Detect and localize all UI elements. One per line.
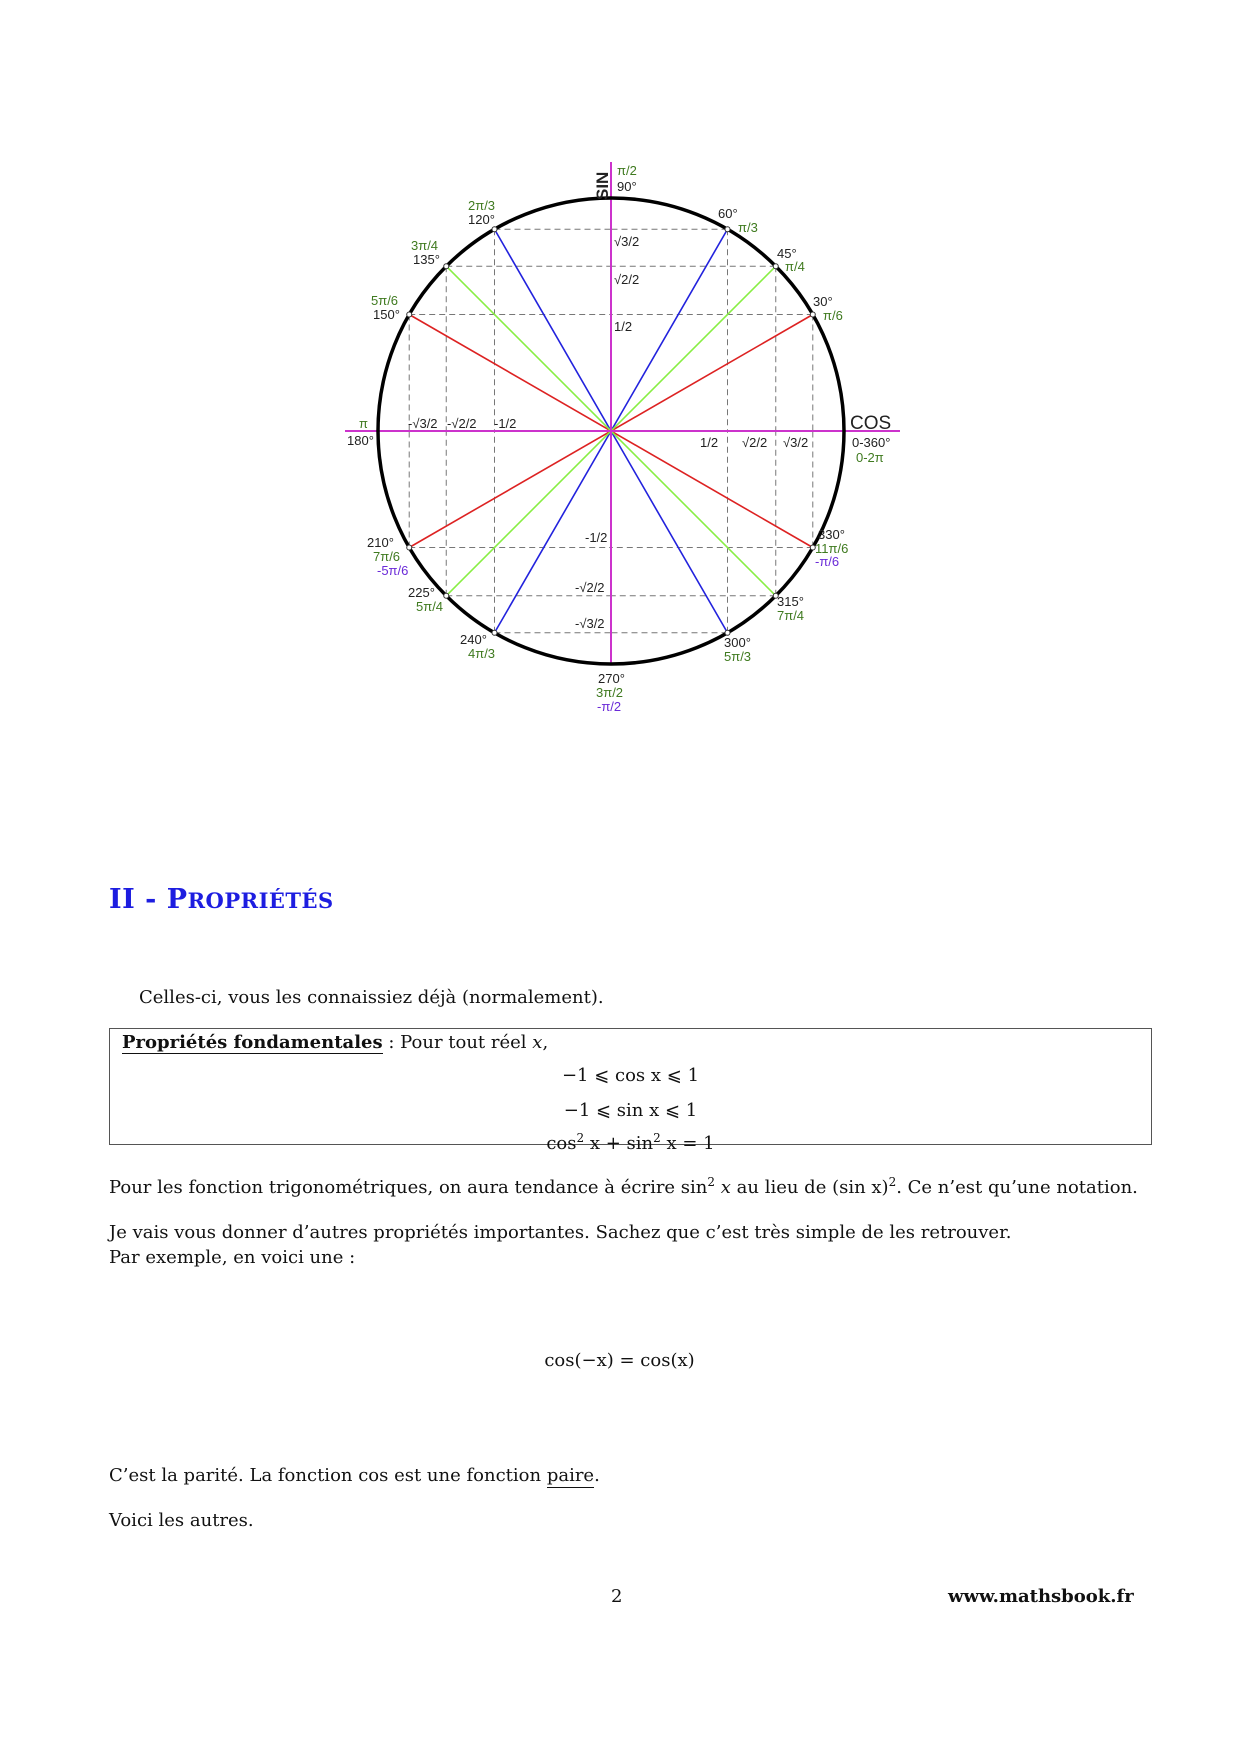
cos-value-sqrt3-2: √3/2 xyxy=(783,435,809,450)
angle-240-rad: 4π/3 xyxy=(468,646,496,661)
cos-bound-equation: −1 ⩽ cos x ⩽ 1 xyxy=(561,1065,700,1086)
angle-45-rad: π/4 xyxy=(785,259,805,274)
angle-300-rad: 5π/3 xyxy=(724,649,752,664)
other-properties-line-1: Je vais vous donner d’autres propriétés importantes. Sachez que c’est très simple de les retrouver. xyxy=(109,1222,1012,1243)
angle-60-rad: π/3 xyxy=(738,220,758,235)
angle-315-deg: 315° xyxy=(777,594,804,609)
sin-bound-equation: −1 ⩽ sin x ⩽ 1 xyxy=(563,1100,698,1121)
point-60 xyxy=(725,227,730,232)
angle-330-rad: 11π/6 xyxy=(815,541,849,556)
pi-label: π xyxy=(359,416,368,431)
sin-value-neg-sqrt2-2: -√2/2 xyxy=(575,580,605,595)
cos-value-neg-sqrt2-2: -√2/2 xyxy=(447,416,477,431)
website-url: www.mathsbook.fr xyxy=(948,1586,1134,1607)
section-title: II - PROPRIÉTÉS xyxy=(109,884,334,915)
point-225 xyxy=(444,593,449,598)
cos-deg-label: 0-360° xyxy=(852,435,891,450)
angle-330-neg: -π/6 xyxy=(815,554,840,569)
deg180-label: 180° xyxy=(347,433,374,448)
cos-value-neg-sqrt3-2: -√3/2 xyxy=(408,416,438,431)
sin-axis-label: SIN xyxy=(593,171,612,200)
angle-240-deg: 240° xyxy=(460,632,487,647)
point-30 xyxy=(810,312,815,317)
rad-neg-pi2-label: -π/2 xyxy=(597,699,622,714)
cos-rad-label: 0-2π xyxy=(856,450,884,465)
other-properties-line-2: Par exemple, en voici une : xyxy=(109,1247,356,1268)
parity-paragraph: C’est la parité. La fonction cos est une fonction paire. xyxy=(109,1465,600,1486)
angle-225-rad: 5π/4 xyxy=(416,599,444,614)
angle-120-rad: 2π/3 xyxy=(468,198,496,213)
angle-315-rad: 7π/4 xyxy=(777,608,805,623)
page-number: 2 xyxy=(611,1586,623,1607)
sin-value-1-2: 1/2 xyxy=(614,319,633,334)
cos-axis-label: COS xyxy=(850,413,892,434)
angle-30-rad: π/6 xyxy=(823,308,843,323)
point-210 xyxy=(407,545,412,550)
angle-135-deg: 135° xyxy=(413,252,440,267)
angle-330-deg: 330° xyxy=(818,527,845,542)
point-240 xyxy=(492,630,497,635)
sin-value-neg-sqrt3-2: -√3/2 xyxy=(575,616,605,631)
angle-225-deg: 225° xyxy=(408,585,435,600)
properties-heading: Propriétés fondamentales : Pour tout réel x, xyxy=(122,1032,549,1053)
rad-3pi2-label: 3π/2 xyxy=(596,685,624,700)
angle-150-deg: 150° xyxy=(373,307,400,322)
angle-120-deg: 120° xyxy=(468,212,495,227)
point-120 xyxy=(492,227,497,232)
angle-30-deg: 30° xyxy=(813,294,833,309)
angle-60-deg: 60° xyxy=(718,206,738,221)
angle-210-neg: -5π/6 xyxy=(377,563,409,578)
intro-paragraph: Celles-ci, vous les connaissiez déjà (normalement). xyxy=(139,987,604,1008)
sin-value-sqrt2-2: √2/2 xyxy=(614,272,640,287)
angle-45-deg: 45° xyxy=(777,246,797,261)
angle-210-deg: 210° xyxy=(367,535,394,550)
fundamental-properties-box xyxy=(109,1028,1152,1154)
top-deg-label: 90° xyxy=(617,179,637,194)
angle-300-deg: 300° xyxy=(724,635,751,650)
others-paragraph: Voici les autres. xyxy=(109,1510,254,1531)
top-rad-label: π/2 xyxy=(617,163,637,178)
angle-150-rad: 5π/6 xyxy=(371,293,399,308)
sin-value-neg-1-2: -1/2 xyxy=(585,530,608,545)
point-150 xyxy=(407,312,412,317)
deg270-label: 270° xyxy=(598,671,625,686)
angle-210-rad: 7π/6 xyxy=(373,549,401,564)
trigonometric-circle-figure xyxy=(0,0,1239,760)
parity-equation: cos(−x) = cos(x) xyxy=(544,1350,695,1371)
point-45 xyxy=(773,264,778,269)
notation-paragraph: Pour les fonction trigonométriques, on aura tendance à écrire $\sin^2 x$ au lieu de (sin x)$^2$. Ce n’est qu’une notation. xyxy=(109,1175,1138,1198)
point-135 xyxy=(444,264,449,269)
pythagorean-identity: $\cos^2 x + \sin^2 x = 1$ xyxy=(546,1131,715,1154)
cos-value-1-2: 1/2 xyxy=(700,435,719,450)
cos-value-neg-1-2: -1/2 xyxy=(494,416,517,431)
angle-135-rad: 3π/4 xyxy=(411,238,439,253)
sin-value-sqrt3-2: √3/2 xyxy=(614,234,640,249)
cos-value-sqrt2-2: √2/2 xyxy=(742,435,768,450)
